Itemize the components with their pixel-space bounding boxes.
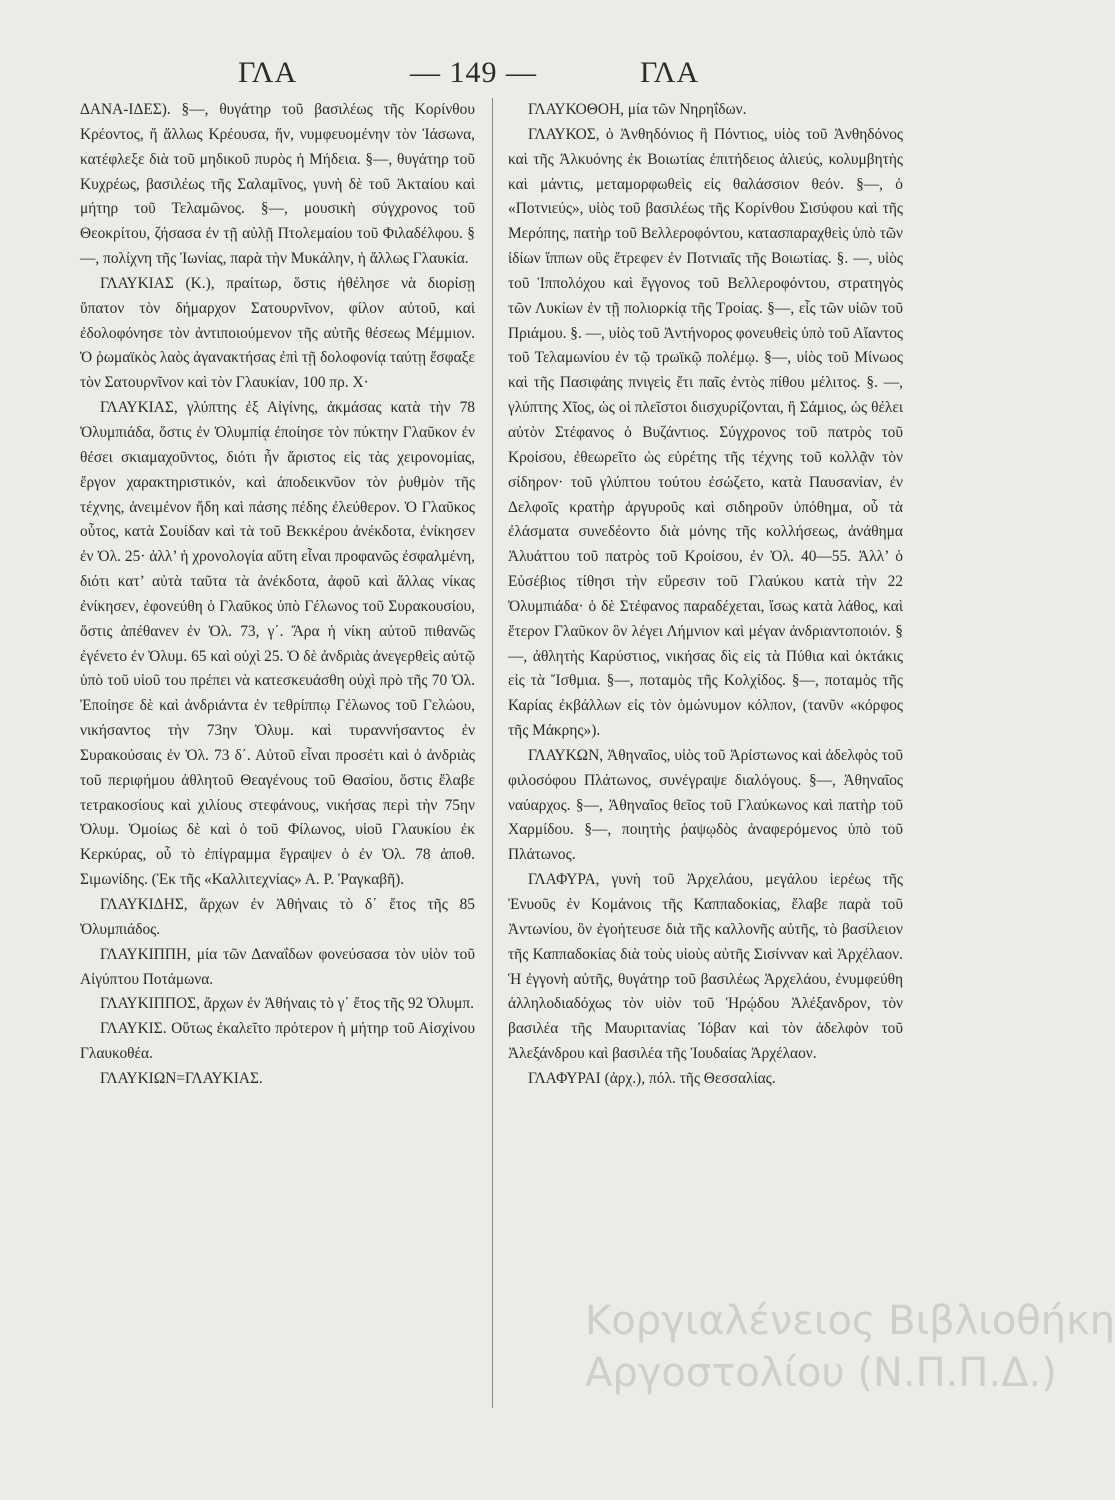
entry-glaphyrai: ΓΛΑΦΥΡΑΙ (ἀρχ.), πόλ. τῆς Θεσσαλίας. <box>528 1069 776 1087</box>
entry-glaukos: ΓΛΑΥΚΟΣ, ὁ Ἀνθηδόνιος ἢ Πόντιος, υἱὸς τοῦ Ἀνθηδόνος καὶ τῆς Ἀλκυόνης ἐκ Βοιωτίας ἐπιτήδειος ἁλιεύς, κολυμβητὴς καὶ μάντις, μεταμορφωθεὶς εἰς θαλάσσιον θεόν. §—, ὁ «Ποτνιεύς», υἱὸς τοῦ βασιλέως τῆς Κορίνθου Σισύφου καὶ τῆς Μερόπης, πατὴρ τοῦ Βελλεροφόντου, κατασπαραχθεὶς ὑπὸ τῶν ἰδίων ἵππων οὓς ἔτρεφεν ἐν Ποτνιαῖς τῆς Βοιωτίας. §. —, υἱὸς τοῦ Ἱππολόχου καὶ ἔγγονος τοῦ Βελλεροφόντου, στρατηγὸς τῶν Λυκίων ἐν τῇ πολιορκίᾳ τῆς Τροίας. §—, εἷς τῶν υἱῶν τοῦ Πριάμου. §. —, υἱὸς τοῦ Ἀντήνορος φονευθεὶς ὑπὸ τοῦ Αἴαντος τοῦ Τελαμωνίου ἐν τῷ τρωϊκῷ πολέμῳ. §—, υἱὸς τοῦ Μίνωος καὶ τῆς Πασιφάης πνιγεὶς ἔτι παῖς ἐντὸς πίθου μέλιτος. §. —, γλύπτης Χῖος, ὡς οἱ πλεῖστοι διισχυρίζονται, ἢ Σάμιος, ὡς θέλει αὐτὸν Στέφανος ὁ Βυζάντιος. Σύγχρονος τοῦ πατρὸς τοῦ Κροίσου, ἐθεωρεῖτο ὡς εὑρέτης τῆς τέχνης τοῦ κολλᾷν τὸν σίδηρον· τοῦ γλύπτου τούτου ἐσώζετο, κατὰ Παυσανίαν, ἐν Δελφοῖς κρατὴρ ἀργυροῦς καὶ σιδηροῦν ὑπόθημα, οὗ τὰ ἐλάσματα συνεδέοντο διὰ μόνης τῆς κολλήσεως, ἀνάθημα Ἀλυάττου τοῦ πατρὸς τοῦ Κροίσου, ἐν Ὀλ. 40—55. Ἀλλ’ ὁ Εὐσέβιος τίθησι τὴν εὕρεσιν τοῦ Γλαύκου κατὰ τὴν 22 Ὀλυμπιάδα· ὁ δὲ Στέφανος παραδέχεται, ἴσως κατὰ λάθος, καὶ ἕτερον Γλαῦκον ὃν λέγει Λήμνιον καὶ μέγαν ἀνδριαντοποιόν. §—, ἀθλητὴς Καρύστιος, νικήσας δὶς εἰς τὰ Πύθια καὶ ὀκτάκις εἰς τὰ Ἴσθμια. §—, ποταμὸς τῆς Κολχίδος. §—, ποταμὸς τῆς Καρίας ἐκβάλλων εἰς τὸν ὁμώνυμον κόλπον, (τανῦν «κόρφος τῆς Μάκρης»). <box>508 125 903 740</box>
entry-glaukias-sculptor: ΓΛΑΥΚΙΑΣ, γλύπτης ἐξ Αἰγίνης, ἀκμάσας κατὰ τὴν 78 Ὀλυμπιάδα, ὅστις ἐν Ὀλυμπίᾳ ἐποίησε τὸν πύκτην Γλαῦκον ἐν θέσει σκιαμαχοῦντος, διότι ἦν ἄριστος εἰς τὰς χειρονομίας, ἔργον χαρακτηριστικόν, καὶ ἀποδεικνῦον τὸν ῥυθμὸν τῆς τέχνης, ἀνειμένον ἤδη καὶ πάσης πέδης ἐλεύθερον. Ὁ Γλαῦκος οὗτος, κατὰ Σουίδαν καὶ τὰ τοῦ Βεκκέρου ἀνέκδοτα, ἐνίκησεν ἐν Ὀλ. 25· ἀλλ’ ἡ χρονολογία αὕτη εἶναι προφανῶς ἐσφαλμένη, διότι κατ’ αὐτὰ ταῦτα τὰ ἀνέκδοτα, ἀφοῦ καὶ ἄλλας νίκας ἐνίκησεν, ἐφονεύθη ὁ Γλαῦκος ὑπὸ Γέλωνος τοῦ Συρακουσίου, ὅστις ἀπέθανεν ἐν Ὀλ. 73, γ΄. Ἄρα ἡ νίκη αὐτοῦ πιθανῶς ἐγένετο ἐν Ὀλυμ. 65 καὶ οὐχὶ 25. Ὁ δὲ ἀνδριὰς ἀνεγερθεὶς αὐτῷ ὑπὸ τοῦ υἱοῦ του πρέπει νὰ κατεσκευάσθη οὐχὶ πρὸ τῆς 70 Ὀλ. Ἐποίησε δὲ καὶ ἀνδριάντα ἐν τεθρίππῳ Γέλωνος τοῦ Γελώου, νικήσαντος τὴν 73ην Ὀλυμ. καὶ τυραννήσαντος ἐν Συρακούσαις ἐν Ὀλ. 73 δ΄. Αὐτοῦ εἶναι προσέτι καὶ ὁ ἀνδριὰς τοῦ περιφήμου ἀθλητοῦ Θεαγένους τοῦ Θασίου, ὅστις ἔλαβε τετρακοσίους καὶ χιλίους στεφάνους, νικήσας περὶ τὴν 75ην Ὀλυμ. Ὁμοίως δὲ καὶ ὁ τοῦ Φίλωνος, υἱοῦ Γλαυκίου ἐκ Κερκύρας, οὗ τὸ ἐπίγραμμα ἔγραψεν ὁ ἐν Ὀλ. 78 ἀποθ. Σιμωνίδης. (Ἐκ τῆς «Καλλιτεχνίας» Α. Ρ. Ῥαγκαβῆ). <box>80 399 475 889</box>
entry-continuation: ΔΑΝΑ-ΙΔΕΣ). §—, θυγάτηρ τοῦ βασιλέως τῆς Κορίνθου Κρέοντος, ἤ ἄλλως Κρέουσα, ἥν, νυμφευομένην τὸν Ἰάσωνα, κατέφλεξε διὰ τοῦ μηδικοῦ πυρὸς ἡ Μήδεια. §—, θυγάτηρ τοῦ Κυχρέως, βασιλέως τῆς Σαλαμῖνος, γυνὴ δὲ τοῦ Ἀκταίου καὶ μήτηρ τοῦ Τελαμῶνος. §—, μουσικὴ σύγχρονος τοῦ Θεοκρίτου, ζήσασα ἐν τῇ αὐλῇ Πτολεμαίου τοῦ Φιλαδέλφου. §—, πολίχνη τῆς Ἰωνίας, παρὰ τὴν Μυκάλην, ἡ ἄλλως Γλαυκία. <box>80 101 475 268</box>
entry-glaukothoe: ΓΛΑΥΚΟΘΟΗ, μία τῶν Νηρηΐδων. <box>528 101 747 118</box>
entry-glaukis: ΓΛΑΥΚΙΣ. Οὕτως ἐκαλεῖτο πρότερον ἡ μήτηρ τοῦ Αἰσχίνου Γλαυκοθέα. <box>80 1020 475 1063</box>
page-header <box>70 56 918 96</box>
entry-glaukippos: ΓΛΑΥΚΙΠΠΟΣ, ἄρχων ἐν Ἀθήναις τὸ γ΄ ἔτος τῆς 92 Ὀλυμπ. <box>100 995 474 1013</box>
entry-glaukias-k: ΓΛΑΥΚΙΑΣ (Κ.), πραίτωρ, ὅστις ἠθέλησε νὰ διορίσῃ ὕπατον τὸν δήμαρχον Σατουρνῖνον, φίλον αὐτοῦ, καὶ ἐδολοφόνησε τὸν ἀντιποιούμενον τῆς αὐτῆς θέσεως Μέμμιον. Ὁ ῥωμαϊκὸς λαὸς ἀγανακτήσας ἐπὶ τῇ δολοφονίᾳ ταύτῃ ἔσφαξε τὸν Σατουρνῖνον καὶ τὸν Γλαυκίαν, 100 πρ. Χ· <box>80 274 475 392</box>
left-column <box>80 98 475 1092</box>
page-number: — 149 — <box>410 56 537 89</box>
header-right-guideword: ΓΛΑ <box>640 56 700 89</box>
entry-glaukion: ΓΛΑΥΚΙΩΝ=ΓΛΑΥΚΙΑΣ. <box>100 1069 263 1087</box>
entry-glaukon: ΓΛΑΥΚΩΝ, Ἀθηναῖος, υἱὸς τοῦ Ἀρίστωνος καὶ ἀδελφὸς τοῦ φιλοσόφου Πλάτωνος, συνέγραψε διαλόγους. §—, Ἀθηναῖος ναύαρχος. §—, Ἀθηναῖος θεῖος τοῦ Γλαύκωνος καὶ πατὴρ τοῦ Χαρμίδου. §—, ποιητὴς ῥαψῳδὸς ἀναφερόμενος ὑπὸ τοῦ Πλάτωνος. <box>508 746 903 864</box>
column-divider <box>492 98 493 1408</box>
entry-glaukippe: ΓΛΑΥΚΙΠΠΗ, μία τῶν Δαναΐδων φονεύσασα τὸν υἱὸν τοῦ Αἰγύπτου Ποτάμωνα. <box>80 945 475 988</box>
header-left-guideword: ΓΛΑ <box>238 56 298 89</box>
right-column <box>508 98 903 1092</box>
library-watermark: Κοργιαλένειος Βιβλιοθήκη Αργοστολίου (Ν.Π.Π.Δ.) <box>585 1298 1115 1396</box>
entry-glaukides: ΓΛΑΥΚΙΔΗΣ, ἄρχων ἐν Ἀθήναις τὸ δ΄ ἔτος τῆς 85 Ὀλυμπιάδος. <box>80 896 475 938</box>
entry-glaphyra: ΓΛΑΦΥΡΑ, γυνὴ τοῦ Ἀρχελάου, μεγάλου ἱερέως τῆς Ἐνυοῦς ἐν Κομάνοις τῆς Καππαδοκίας, ἔλαβε παρὰ τοῦ Ἀντωνίου, ὃν ἐγοήτευσε διὰ τῆς καλλονῆς αὐτῆς, τὸ βασίλειον τῆς Καππαδοκίας διὰ τοὺς υἱοὺς αὐτῆς Σισίνναν καὶ Ἀρχέλαον. Ἡ ἐγγονὴ αὐτῆς, θυγάτηρ τοῦ βασιλέως Ἀρχελάου, ἐνυμφεύθη ἀλληλοδιαδόχως τὸν υἱὸν τοῦ Ἡρῴδου Ἀλέξανδρον, τὸν βασιλέα τῆς Μαυριτανίας Ἰόβαν καὶ τὸν ἀδελφὸν τοῦ Ἀλεξάνδρου καὶ βασιλέα τῆς Ἰουδαίας Ἀρχέλαον. <box>508 871 903 1063</box>
